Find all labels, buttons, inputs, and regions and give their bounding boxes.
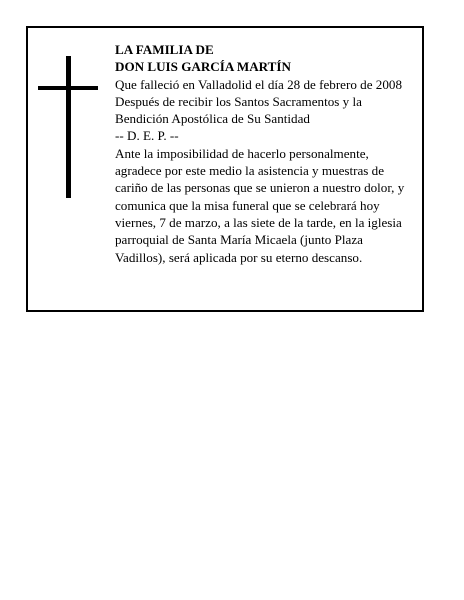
deceased-name: DON LUIS GARCÍA MARTÍN xyxy=(115,59,291,75)
body-line-7: Vadillos), será aplicada por su eterno descanso. xyxy=(115,249,363,265)
body-line-3: cariño de las personas que se unieron a nuestro dolor, y xyxy=(115,180,405,196)
rip-line: -- D. E. P. -- xyxy=(115,128,179,144)
body-line-5: viernes, 7 de marzo, a las siete de la tarde, en la iglesia xyxy=(115,214,402,230)
body-line-6: parroquial de Santa María Micaela (junto Plaza xyxy=(115,232,363,248)
cross-vertical-bar xyxy=(66,56,71,198)
family-heading: LA FAMILIA DE xyxy=(115,42,214,57)
sacraments-line-2: Bendición Apostólica de Su Santidad xyxy=(115,111,310,127)
sacraments-line-1: Después de recibir los Santos Sacramentos y la xyxy=(115,93,362,109)
body-line-1: Ante la imposibilidad de hacerlo personalmente, xyxy=(115,145,369,161)
body-line-2: agradece por este medio la asistencia y muestras de xyxy=(115,163,385,179)
death-date-line: Que falleció en Valladolid el día 28 de febrero de 2008 xyxy=(115,76,402,92)
notice-text xyxy=(115,41,420,266)
body-line-4: comunica que la misa funeral que se celebrará hoy xyxy=(115,197,380,213)
cross-icon xyxy=(28,28,108,228)
obituary-notice xyxy=(26,26,424,312)
cross-horizontal-bar xyxy=(38,86,98,90)
